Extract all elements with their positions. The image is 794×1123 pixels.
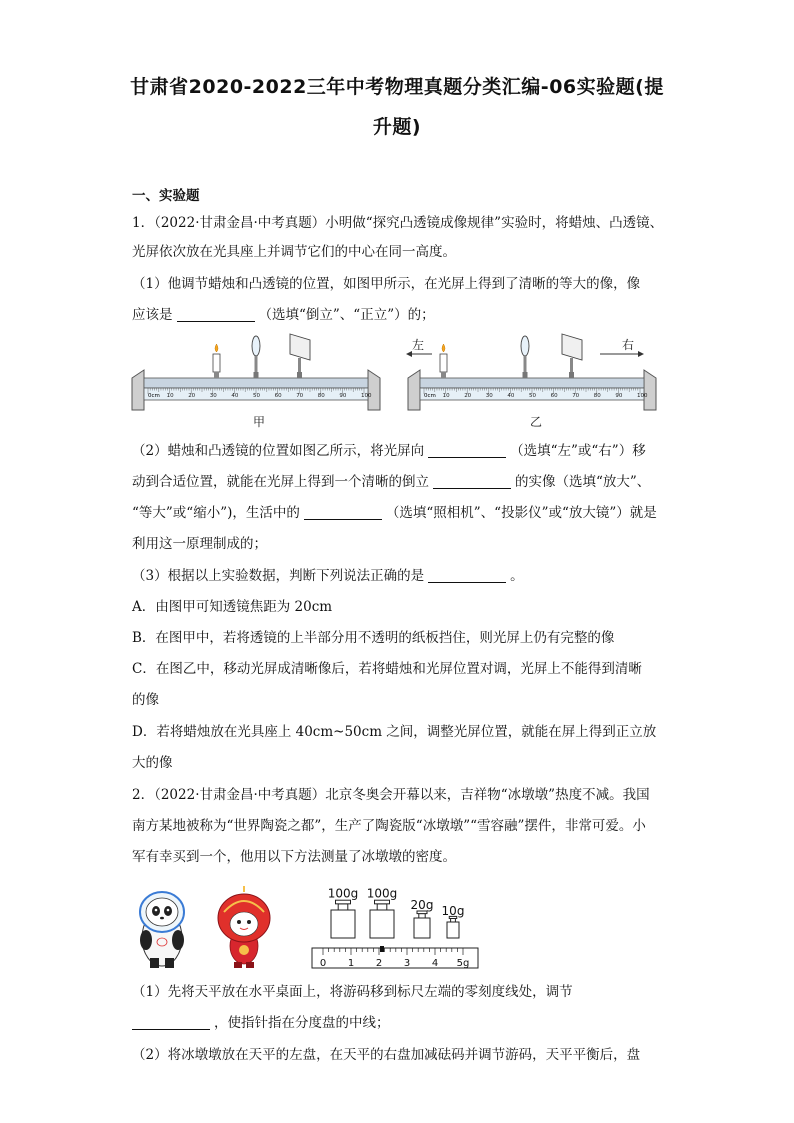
bench-tick-label: 90	[339, 393, 347, 399]
weight-label: 100g	[366, 886, 398, 901]
figure-label-yi: 乙	[530, 415, 543, 429]
answer-blank-device[interactable]	[304, 505, 382, 520]
q2-line2: 南方某地被称为“世界陶瓷之都”，生产了陶瓷版“冰墩墩”“雪容融”摆件，非常可爱。小	[132, 818, 646, 834]
option-b: B．在图甲中，若将透镜的上半部分用不透明的纸板挡住，则光屏上仍有完整的像	[132, 630, 615, 646]
bench-tick-label: 30	[209, 393, 217, 399]
q1-line4	[132, 305, 435, 325]
q2-line5	[132, 1013, 390, 1033]
bench-tick-label: 100	[637, 393, 648, 399]
bench-tick-label: 10	[166, 393, 174, 399]
q1-line7	[132, 503, 657, 523]
answer-blank-direction[interactable]	[428, 443, 506, 458]
bench-tick-label: 30	[485, 393, 493, 399]
rider-tick-label: 0	[319, 958, 327, 969]
bench-tick-label: 60	[274, 393, 282, 399]
bench-tick-label: 10	[442, 393, 450, 399]
scale-label-0cm-yi: 0cm	[424, 393, 436, 399]
q1-line9-suffix: 。	[510, 568, 524, 584]
weight-label: 100g	[327, 886, 359, 901]
scale-label-0cm: 0cm	[148, 393, 160, 399]
bench-tick-label: 70	[572, 393, 580, 399]
bench-tick-label: 100	[361, 393, 372, 399]
answer-blank-image-size[interactable]	[433, 474, 511, 489]
option-c-line2: 的像	[132, 692, 159, 708]
rider-tick-label: 3	[403, 958, 411, 969]
option-d-line2: 大的像	[132, 755, 173, 771]
bench-figure-jia	[132, 334, 380, 429]
weight-icon	[331, 900, 355, 938]
bench-tick-label: 20	[188, 393, 196, 399]
light-screen-icon-yi	[562, 334, 582, 378]
weights-group	[328, 886, 465, 938]
q1-line5-prefix: （2）蜡烛和凸透镜的位置如图乙所示，将光屏向	[132, 443, 425, 459]
answer-blank-choice[interactable]	[428, 568, 506, 583]
q2-line4: （1）先将天平放在水平桌面上，将游码移到标尺左端的零刻度线处，调节	[132, 984, 573, 1000]
weight-icon	[414, 911, 430, 938]
q1-line7-suffix: （选填“照相机”、“投影仪”或“放大镜”）就是	[385, 505, 657, 521]
right-direction-label: 右	[622, 338, 635, 352]
candle-icon	[213, 344, 220, 378]
bench-tick-label: 40	[231, 393, 239, 399]
convex-lens-icon-yi	[521, 336, 529, 378]
answer-blank-adjust[interactable]	[132, 1015, 210, 1030]
q2-line1: 2．（2022·甘肃金昌·中考真题）北京冬奥会开幕以来，吉祥物“冰墩墩”热度不减。我国	[132, 787, 650, 803]
convex-lens-icon	[252, 336, 260, 378]
light-screen-icon	[290, 334, 310, 378]
option-c-line1: C．在图乙中，移动光屏成清晰像后，若将蜡烛和光屏位置对调，光屏上不能得到清晰	[132, 661, 642, 677]
q1-line7-prefix: “等大”或“缩小”)，生活中的	[132, 505, 300, 521]
shuey-rhon-rhon-mascot-icon	[218, 886, 270, 968]
q1-line5	[132, 441, 646, 461]
q2-line6: （2）将冰墩墩放在天平的左盘，在天平的右盘加减砝码并调节游码，天平平衡后，盘	[132, 1047, 641, 1063]
weight-icon	[447, 916, 459, 938]
option-d-line1: D．若将蜡烛放在光具座上 40cm~50cm 之间，调整光屏位置，就能在屏上得到正立放	[132, 724, 657, 740]
bing-dwen-dwen-mascot-icon	[140, 892, 184, 968]
mascots-and-weights-figure	[132, 866, 492, 976]
q2-line3: 军有幸买到一个，他用以下方法测量了冰墩墩的密度。	[132, 849, 456, 865]
rider-tick-label: 2	[375, 958, 383, 969]
candle-icon-yi	[440, 344, 447, 378]
rider-scale	[312, 946, 478, 969]
bench-tick-label: 50	[253, 393, 260, 399]
weight-icon	[370, 900, 394, 938]
figure-label-jia: 甲	[253, 415, 266, 429]
q2-line5-suffix: ，使指针指在分度盘的中线；	[214, 1015, 390, 1031]
rider-tick-label: 5g	[456, 958, 470, 969]
q1-line8: 利用这一原理制成的；	[132, 536, 267, 552]
document-title-line2: 升题)	[372, 116, 422, 138]
rider-marker[interactable]	[380, 946, 384, 952]
bench-tick-label: 40	[507, 393, 515, 399]
q1-line9-prefix: （3）根据以上实验数据，判断下列说法正确的是	[132, 568, 425, 584]
q1-line6-suffix: 的实像（选填“放大”、	[515, 474, 651, 490]
q1-line6-prefix: 动到合适位置，就能在光屏上得到一个清晰的倒立	[132, 474, 429, 490]
q1-line6	[132, 472, 650, 492]
optical-bench-figures	[128, 330, 668, 435]
rider-tick-label: 4	[431, 958, 439, 969]
q1-line1: 1．（2022·甘肃金昌·中考真题）小明做“探究凸透镜成像规律”实验时，将蜡烛、凸透镜、	[132, 215, 664, 231]
q1-line4-prefix: 应该是	[132, 307, 173, 323]
bench-tick-label: 80	[317, 393, 325, 399]
document-title-line1: 甘肃省2020-2022三年中考物理真题分类汇编-06实验题(提	[130, 76, 664, 98]
section-heading: 一、实验题	[132, 188, 200, 204]
q1-line4-suffix: （选填“倒立”、“正立”）的；	[258, 307, 435, 323]
rider-tick-label: 1	[347, 958, 355, 969]
bench-tick-label: 90	[615, 393, 623, 399]
q1-line9	[132, 566, 524, 586]
answer-blank-orientation[interactable]	[177, 307, 255, 322]
bench-tick-label: 80	[593, 393, 601, 399]
weight-label: 20g	[410, 898, 434, 912]
bench-tick-label: 50	[529, 393, 536, 399]
q1-line2: 光屏依次放在光具座上并调节它们的中心在同一高度。	[132, 244, 456, 260]
q1-line3: （1）他调节蜡烛和凸透镜的位置，如图甲所示，在光屏上得到了清晰的等大的像，像	[132, 276, 641, 292]
bench-figure-yi	[406, 334, 656, 429]
option-a: A．由图甲可知透镜焦距为 20cm	[132, 599, 333, 615]
bench-tick-label: 20	[464, 393, 472, 399]
left-direction-label: 左	[412, 338, 425, 352]
weight-label: 10g	[441, 903, 465, 918]
bench-tick-label: 60	[550, 393, 558, 399]
q1-line5-suffix: （选填“左”或“右”）移	[510, 443, 646, 459]
bench-tick-label: 70	[296, 393, 304, 399]
